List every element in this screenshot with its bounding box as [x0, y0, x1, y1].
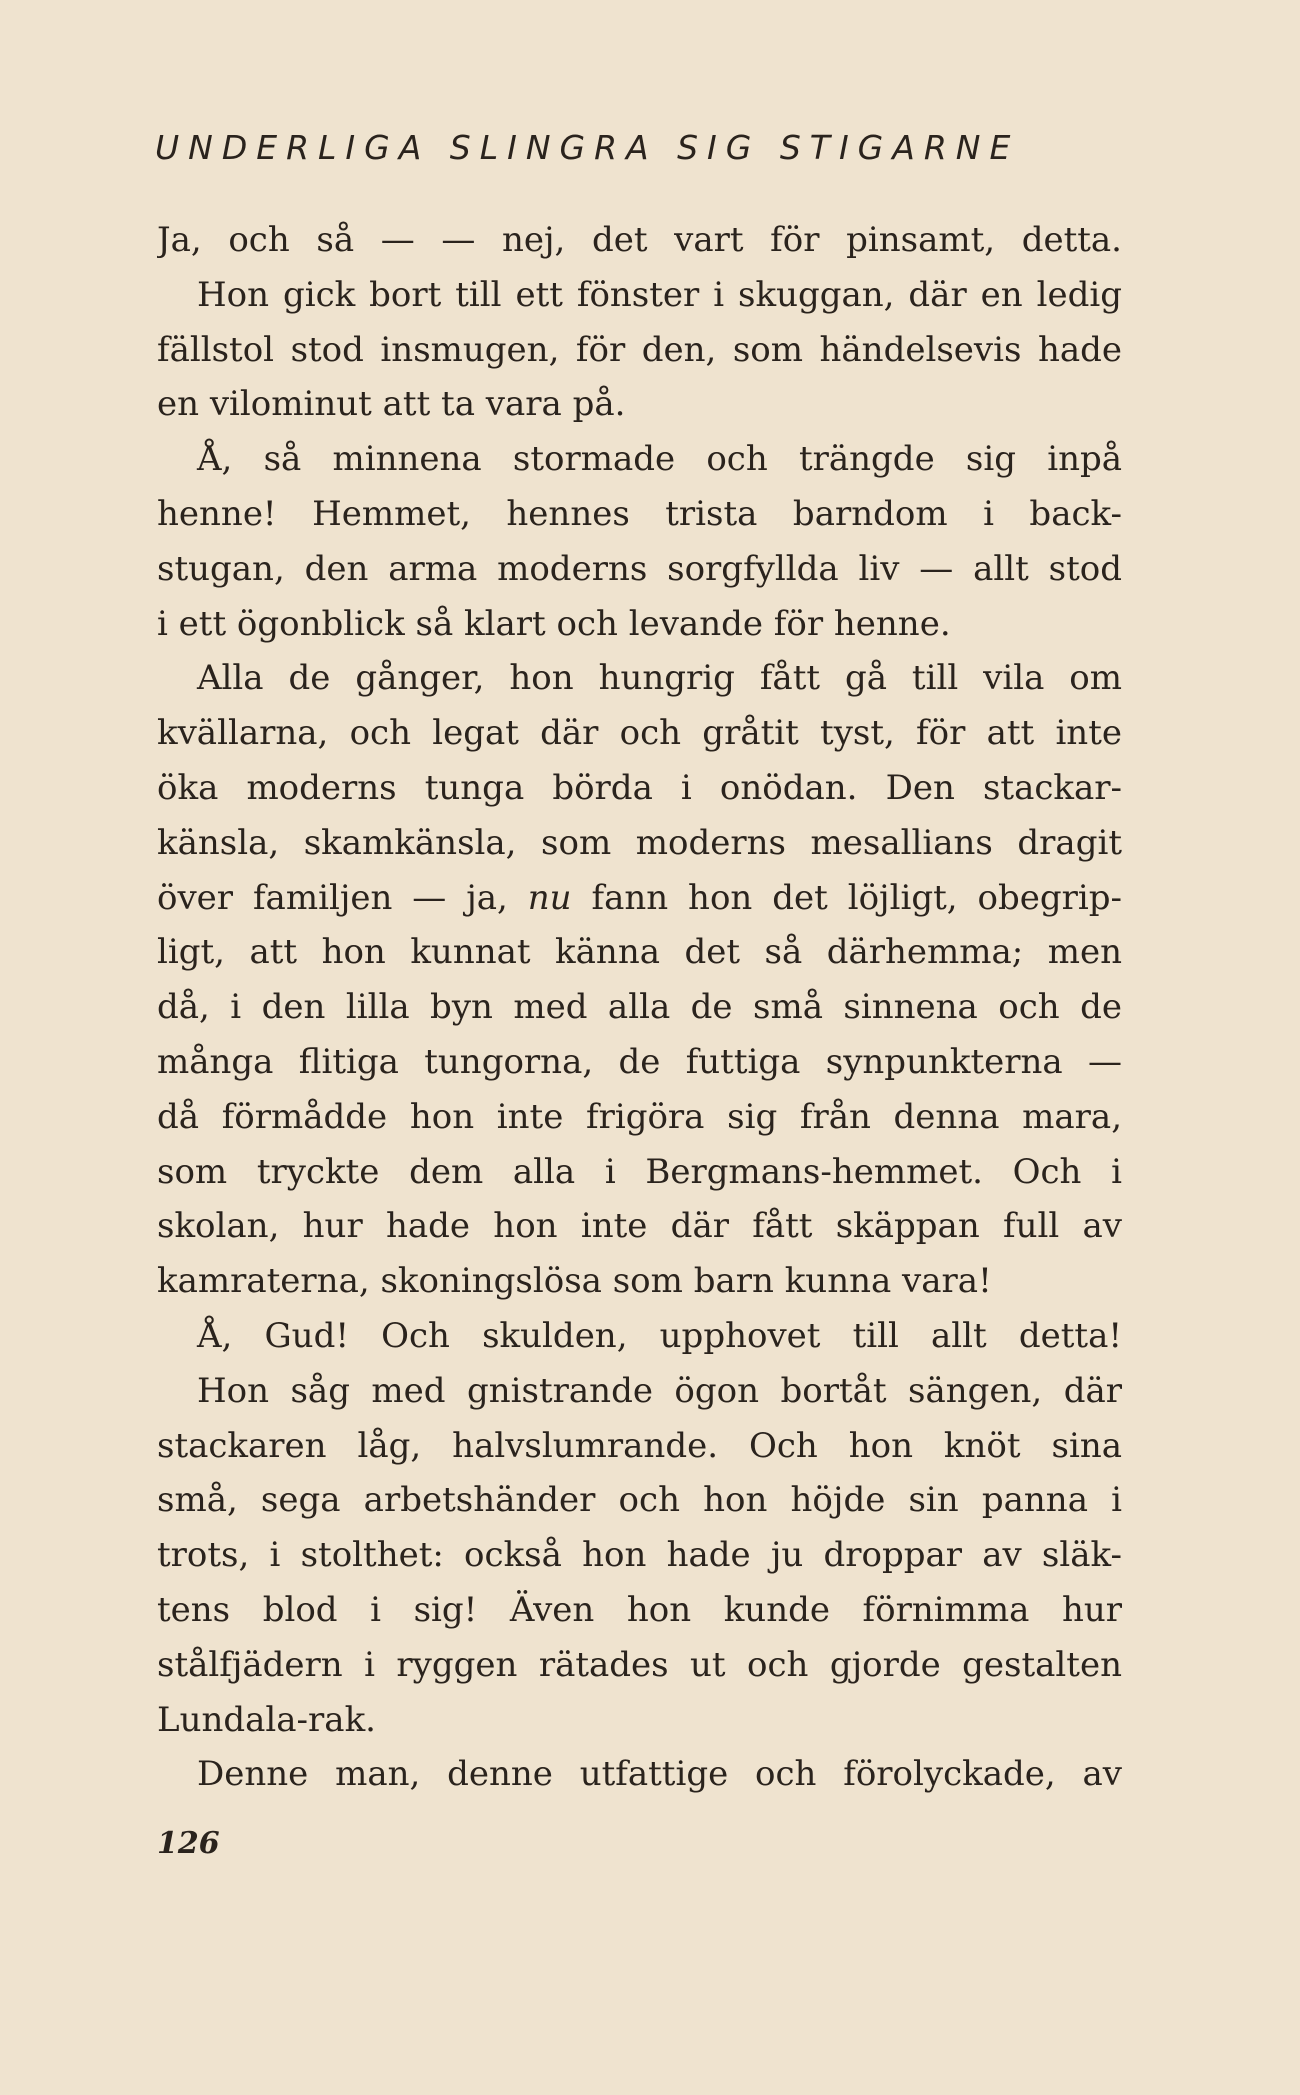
text-line: en vilominut att ta vara på. [157, 384, 626, 425]
text-line: skolan, hur hade hon inte där fått skäppan full av [157, 1206, 1122, 1247]
text-line: ligt, att hon kunnat känna det så därhemma; men [157, 932, 1122, 973]
text-line [157, 871, 1122, 926]
text-line: öka moderns tunga börda i onödan. Den stackar- [157, 767, 1122, 808]
text-line: små, sega arbetshänder och hon höjde sin panna i [157, 1480, 1122, 1521]
text-line: känsla, skamkänsla, som moderns mesallians dragit [157, 822, 1122, 863]
body-text [157, 213, 1122, 1802]
text-fragment: över familjen — ja, [157, 877, 528, 918]
page-number: 126 [157, 1826, 220, 1861]
text-line: stugan, den arma moderns sorgfyllda liv — allt stod [157, 548, 1122, 589]
text-line: tens blod i sig! Även hon kunde förnimma hur [157, 1589, 1122, 1630]
text-line: då, i den lilla byn med alla de små sinnena och de [157, 987, 1122, 1028]
text-line: Ja, och så — — nej, det vart för pinsamt, detta. [157, 220, 1122, 260]
text-line: stålfjädern i ryggen rätades ut och gjorde gestalten [157, 1644, 1122, 1685]
text-line: många flitiga tungorna, de futtiga synpunkterna — [157, 1041, 1122, 1082]
text-line: Alla de gånger, hon hungrig fått gå till vila om [197, 658, 1122, 699]
text-line: Å, Gud! Och skulden, upphovet till allt detta! [197, 1315, 1122, 1356]
text-line: Lundala-rak. [157, 1699, 376, 1740]
text-line: trots, i stolthet: också hon hade ju droppar av släk- [157, 1535, 1122, 1576]
running-head: UNDERLIGA SLINGRA SIG STIGARNE [155, 128, 1020, 167]
text-line: Hon gick bort till ett fönster i skuggan, där en ledig [197, 274, 1122, 315]
text-line: i ett ögonblick så klart och levande för henne. [157, 603, 951, 644]
text-line: fällstol stod insmugen, för den, som händelsevis hade [157, 329, 1122, 370]
text-line: kvällarna, och legat där och gråtit tyst, för att inte [157, 713, 1122, 754]
text-line: som tryckte dem alla i Bergmans-hemmet. Och i [157, 1151, 1122, 1192]
text-fragment: fann hon det löjligt, obegrip- [571, 877, 1122, 918]
text-line: då förmådde hon inte frigöra sig från denna mara, [157, 1096, 1122, 1137]
emphasized-word: nu [527, 877, 572, 918]
text-line: henne! Hemmet, hennes trista barndom i back- [157, 493, 1122, 534]
text-line: Hon såg med gnistrande ögon bortåt sängen, där [197, 1370, 1122, 1411]
text-line: Denne man, denne utfattige och förolyckade, av [197, 1754, 1122, 1795]
text-line: kamraterna, skoningslösa som barn kunna vara! [157, 1261, 992, 1302]
text-line: Å, så minnena stormade och trängde sig inpå [197, 439, 1122, 480]
text-line: stackaren låg, halvslumrande. Och hon knöt sina [157, 1425, 1122, 1466]
